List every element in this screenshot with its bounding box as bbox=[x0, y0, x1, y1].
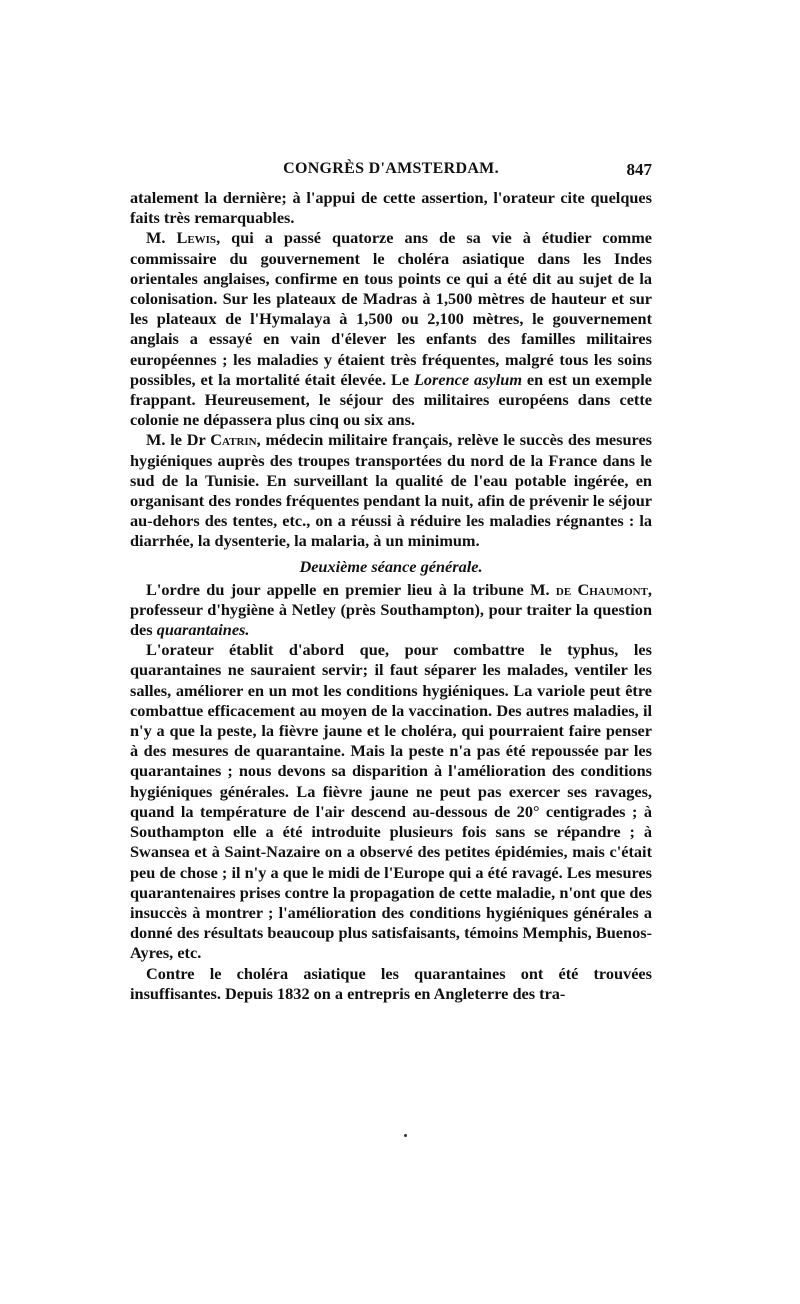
section-heading: Deuxième séance générale. bbox=[299, 556, 483, 576]
paragraph-1: atalement la dernière; à l'appui de cette assertion, l'orateur cite quelques faits très remarquables. bbox=[130, 188, 652, 228]
speaker-name: Catrin bbox=[210, 430, 257, 450]
page-number: 847 bbox=[626, 160, 652, 179]
paragraph-orateur: L'orateur établit d'abord que, pour combattre le typhus, les quarantaines ne sauraient servir; il faut séparer les malades, ventiler les salles, améliorer en un mot les conditions hygiéniques. La variole peut être combattue efficacement au moyen de la vaccination. Des autres maladies, il n'y a que la peste, la fièvre jaune et le choléra, qui pourraient faire penser à des mesures de quarantaine. Mais la peste n'a pas été repoussée par les quarantaines ; nous devons sa disparition à l'amélioration des conditions hygiéniques générales. La fièvre jaune ne peut pas exercer ses ravages, quand la température de l'air descend au-dessous de 20° centigrades ; à Southampton elle a été introduite plusieurs fois sans se répandre ; à Swansea et à Saint-Nazaire on a observé des petites épidémies, mais c'était peu de chose ; il n'y a que le midi de l'Europe qui a été ravagé. Les mesures quarantenaires prises contre la propagation de cette maladie, n'ont que des insuccès à montrer ; l'amélioration des conditions hygiéniques générales a donné des résultats beaucoup plus satisfaisants, témoins Memphis, Buenos-Ayres, etc. bbox=[130, 640, 652, 963]
paragraph-chaumont: L'ordre du jour appelle en premier lieu à la tribune M. de Chaumont, professeur d'hygiène à Netley (près Southampton), pour traiter la question des quarantaines. bbox=[130, 579, 652, 640]
running-title: CONGRÈS D'AMSTERDAM. bbox=[283, 160, 499, 177]
italic-term: Lorence asylum bbox=[413, 369, 522, 389]
body-text bbox=[130, 188, 652, 1004]
speaker-name: Lewis bbox=[176, 228, 217, 248]
speaker-name: de Chaumont bbox=[555, 579, 648, 599]
paragraph-catrin: M. le Dr Catrin, médecin militaire français, relève le succès des mesures hygiéniques auprès des troupes transportées du nord de la France dans le sud de la Tunisie. En surveillant la qualité de l'eau potable ingérée, en organisant des rondes fréquentes pendant la nuit, afin de prévenir le séjour au-dehors des tentes, etc., on a réussi à réduire les maladies régnantes : la diarrhée, la dysenterie, la malaria, à un minimum. bbox=[130, 430, 653, 551]
paragraph-cholera: Contre le choléra asiatique les quarantaines ont été trouvées insuffisantes. Depuis 1832 on a entrepris en Angleterre des tra- bbox=[130, 963, 652, 1003]
italic-term: quarantaines. bbox=[156, 620, 250, 640]
paragraph-lewis: M. Lewis, qui a passé quatorze ans de sa vie à étudier comme commissaire du gouvernement le choléra asiatique dans les Indes orientales anglaises, confirme en tous points ce qui a été dit au sujet de la colonisation. Sur les plateaux de Madras à 1,500 mètres de hauteur et sur les plateaux de l'Hymalaya à 1,500 ou 2,100 mètres, le gouvernement anglais a essayé en vain d'élever les enfants des familles militaires européennes ; les maladies y étaient très fréquentes, malgré tous les soins possibles, et la mortalité était élevée. Le Lorence asylum en est un exemple frappant. Heureusement, le séjour des militaires européens dans cette colonie ne dépassera plus cinq ou six ans. bbox=[130, 228, 652, 430]
page-header bbox=[130, 160, 652, 184]
ink-dot bbox=[404, 1134, 407, 1137]
